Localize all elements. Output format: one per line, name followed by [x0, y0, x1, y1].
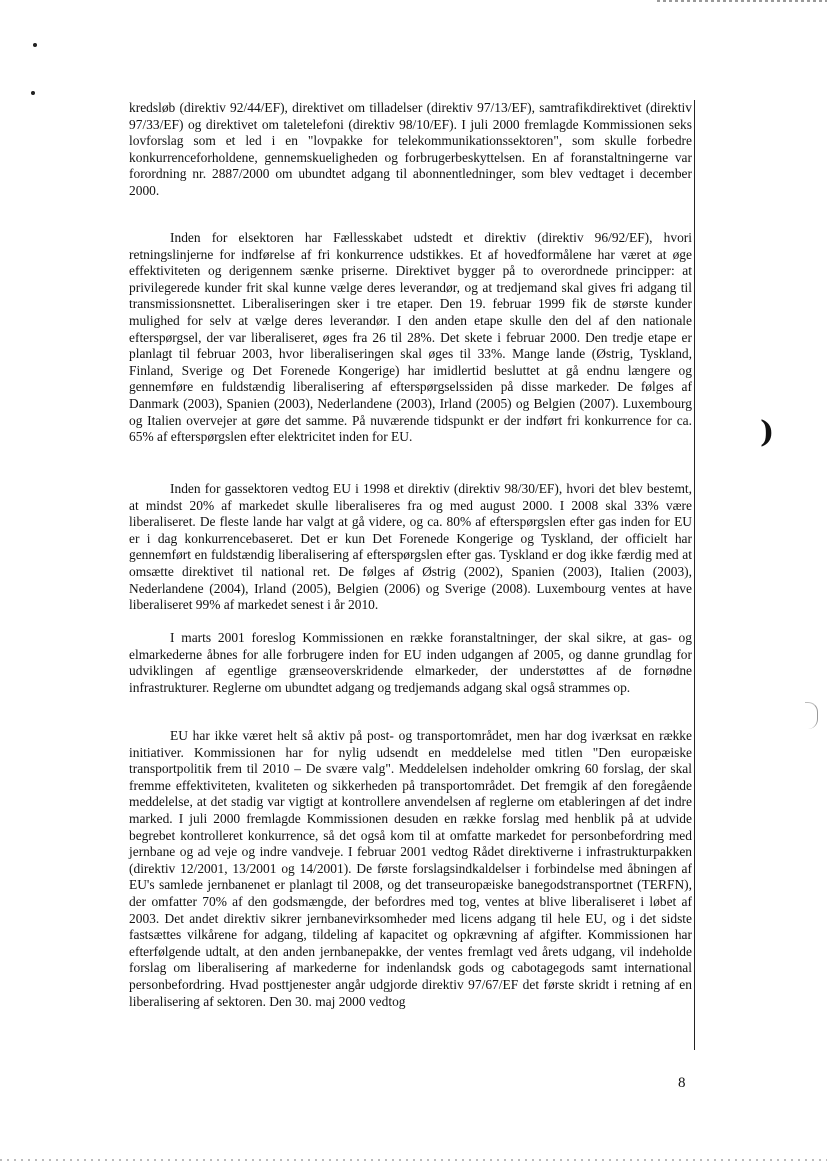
- punch-hole-mark-top: [33, 43, 37, 47]
- paragraph-commission-proposal: I marts 2001 foreslog Kommissionen en række foranstaltninger, der skal sikre, at gas- og elmarkederne åbnes for alle forbrugere inden for EU inden udgangen af 2005, og danne grundlag for udviklingen af egentlige grænseoverskridende elmarkeder, der understøttes af de fornødne infrastrukturer. Reglerne om ubundtet adgang og tredjemands adgang skal også strammes op.: [129, 630, 692, 695]
- scan-edge-bottom: [0, 1159, 827, 1161]
- margin-rule: [694, 100, 695, 1050]
- body-text: [129, 100, 694, 1050]
- page-number: 8: [678, 1075, 686, 1091]
- scan-edge-top: [657, 0, 827, 2]
- margin-bracket-mark: ): [760, 415, 775, 450]
- punch-hole-mark-bottom: [31, 91, 35, 95]
- paragraph-electricity: Inden for elsektoren har Fællesskabet udstedt et direktiv (direktiv 96/92/EF), hvori retningslinjerne for indførelse af fri konkurrence udstikkes. Et af hovedformålene har været at øge effektiviteten og derigennem sænke priserne. Direktivet bygger på to overordnede principper: at privilegerede kunder frit skal kunne vælge deres leverandør, og at tredjemand skal gives fri adgang til transmissionsnettet. Liberaliseringen sker i tre etaper. Den 19. februar 1999 fik de største kunder mulighed for selv at vælge deres leverandør. I den anden etape skulle den del af den nationale efterspørgsel, der var liberaliseret, øges fra 26 til 28%. Det skete i februar 2000. Den tredje etape er planlagt til februar 2003, hvor liberaliseringen skal øges til 33%. Mange lande (Østrig, Tyskland, Finland, Sverige og Det Forenede Kongerige) har imidlertid besluttet at gå endnu længere og gennemføre en fuldstændig liberalisering af efterspørgselssiden på disse markeder. De følges af Danmark (2003), Spanien (2003), Nederlandene (2003), Irland (2005) og Belgien (2007). Luxembourg og Italien overvejer at gøre det samme. På nuværende tidspunkt er der indført fri konkurrence for ca. 65% af efterspørgslen efter elektricitet inden for EU.: [129, 230, 692, 445]
- paragraph-telecom: kredsløb (direktiv 92/44/EF), direktivet om tilladelser (direktiv 97/13/EF), samtrafikdirektivet (direktiv 97/33/EF) og direktivet om taletelefoni (direktiv 98/10/EF). I juli 2000 fremlagde Kommissionen seks lovforslag som et led i en "lovpakke for telekommunikationssektoren", som skulle forbedre konkurrenceforholdene, gennemskueligheden og forbrugerbeskyttelsen. En af foranstaltningerne var forordning nr. 2887/2000 om ubundtet adgang til abonnentledninger, som blev vedtaget i december 2000.: [129, 100, 692, 198]
- paragraph-gas: Inden for gassektoren vedtog EU i 1998 et direktiv (direktiv 98/30/EF), hvori det blev bestemt, at mindst 20% af markedet skulle liberaliseres fra og med august 2000. I 2008 skal 33% være liberaliseret. De fleste lande har valgt at gå videre, og ca. 80% af efterspørgslen efter gas inden for EU er i dag konkurrencebaseret. Det er kun Det Forenede Kongerige og Tyskland, der officielt har gennemført en fuldstændig liberalisering af efterspørgslen efter gas. Tyskland er dog ikke færdig med at omsætte direktivet til national ret. De følges af Østrig (2002), Spanien (2003), Italien (2003), Nederlandene (2004), Irland (2005), Belgien (2006) og Sverige (2008). Luxembourg ventes at have liberaliseret 99% af markedet senest i år 2010.: [129, 481, 692, 613]
- faint-margin-mark: [805, 702, 818, 729]
- paragraph-post-transport: EU har ikke været helt så aktiv på post- og transportområdet, men har dog iværksat en række initiativer. Kommissionen har for nylig udsendt en meddelelse med titlen "Den europæiske transportpolitik frem til 2010 – De svære valg". Meddelelsen indeholder omkring 60 forslag, der skal fremme effektiviteten, kvaliteten og sikkerheden på transportområdet. Det fremgik af den foregående meddelelse, at det stadig var vigtigt at kontrollere anvendelsen af reglerne om etableringen af det indre marked. I juli 2000 fremlagde Kommissionen desuden en række forslag med henblik på at udvide begrebet kontrolleret konkurrence, så det også kom til at omfatte markedet for personbefordring med jernbane og ad veje og indre vandveje. I februar 2001 vedtog Rådet direktiverne i infrastrukturpakken (direktiv 12/2001, 13/2001 og 14/2001). De første forslagsindkaldelser i forbindelse med åbningen af EU's samlede jernbanenet er planlagt til 2008, og det transeuropæiske banegodstransportnet (TERFN), der omfatter 70% af den godsmængde, der befordres med tog, ventes at blive liberaliseret i løbet af 2003. Det andet direktiv sikrer jernbanevirksomheder med licens adgang til hele EU, og i det sidste fastsættes vilkårene for adgang, tildeling af kapacitet og opkrævning af afgifter. Kommissionen har efterfølgende udtalt, at den anden jernbanepakke, der ventes fremlagt ved årets udgang, vil indeholde forslag om liberalisering af markederne for indenlandsk gods og cabotagegods samt international personbefordring. Hvad posttjenester angår udgjorde direktiv 97/67/EF det første skridt i retning af en liberalisering af sektoren. Den 30. maj 2000 vedtog: [129, 728, 692, 1009]
